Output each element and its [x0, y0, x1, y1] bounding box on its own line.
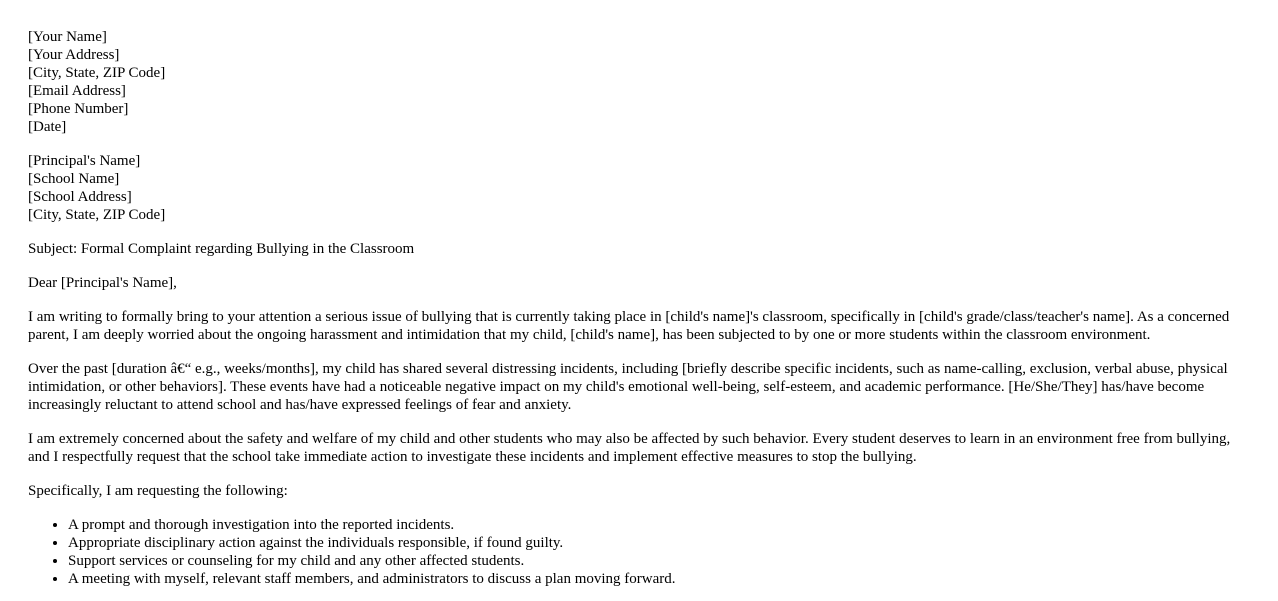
- body-paragraph: Over the past [duration â€“ e.g., weeks/months], my child has shared several distressing incidents, including [briefly describe specific incidents, such as name-calling, exclusion, verbal abuse, physical intimidation, or other behaviors]. These events have had a noticeable negative impact on my child's emotional well-being, self-esteem, and academic performance. [He/She/They] has/have become increasingly reluctant to attend school and has/have expressed feelings of fear and anxiety.: [28, 361, 1228, 413]
- recipient-principal: [Principal's Name]: [28, 153, 141, 169]
- recipient-address-block: [28, 152, 1254, 224]
- letter-salutation: Dear [Principal's Name],: [28, 275, 177, 291]
- list-item: • A meeting with myself, relevant staff members, and administrators to discuss a plan moving forward.: [68, 570, 1254, 588]
- sender-address: [Your Address]: [28, 47, 120, 63]
- body-paragraph: Specifically, I am requesting the following:: [28, 483, 288, 499]
- list-item: • Support services or counseling for my child and any other affected students.: [68, 552, 1254, 570]
- body-paragraph: I am extremely concerned about the safety and welfare of my child and other students who may also be affected by such behavior. Every student deserves to learn in an environment free from bullying, and I respectfully request that the school take immediate action to investigate these incidents and implement effective measures to stop the bullying.: [28, 431, 1231, 465]
- letter-date: [Date]: [28, 119, 67, 135]
- recipient-city: [City, State, ZIP Code]: [28, 207, 166, 223]
- sender-email: [Email Address]: [28, 83, 126, 99]
- letter-subject: Subject: Formal Complaint regarding Bullying in the Classroom: [28, 241, 415, 257]
- recipient-address: [School Address]: [28, 189, 132, 205]
- letter-document: [28, 28, 1254, 588]
- request-list: [28, 516, 1254, 588]
- recipient-school: [School Name]: [28, 171, 120, 187]
- list-item: • A prompt and thorough investigation into the reported incidents.: [68, 516, 1254, 534]
- sender-name: [Your Name]: [28, 29, 107, 45]
- sender-city: [City, State, ZIP Code]: [28, 65, 166, 81]
- list-item: • Appropriate disciplinary action against the individuals responsible, if found guilty.: [68, 534, 1254, 552]
- body-paragraph: I am writing to formally bring to your attention a serious issue of bullying that is currently taking place in [child's name]'s classroom, specifically in [child's grade/class/teacher's name]. As a concerned parent, I am deeply worried about the ongoing harassment and intimidation that my child, [child's name], has been subjected to by one or more students within the classroom environment.: [28, 309, 1230, 343]
- sender-address-block: [28, 28, 1254, 136]
- sender-phone: [Phone Number]: [28, 101, 129, 117]
